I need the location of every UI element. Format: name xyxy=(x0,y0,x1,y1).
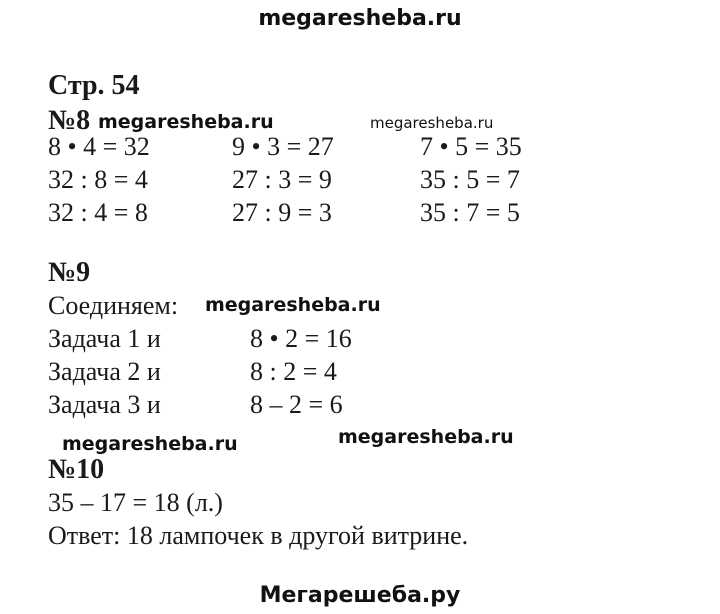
task-label: Задача 3 и xyxy=(48,390,161,419)
page-title: Стр. 54 xyxy=(48,70,140,101)
watermark: megaresheba.ru xyxy=(98,111,274,133)
watermark: megaresheba.ru xyxy=(338,426,514,448)
task-label: Задача 1 и xyxy=(48,324,161,353)
site-footer: Мегарешеба.ру xyxy=(259,583,461,608)
equation: 8 • 4 = 32 xyxy=(48,132,150,161)
watermark: megaresheba.ru xyxy=(370,114,494,132)
watermark: megaresheba.ru xyxy=(62,433,238,455)
equation: 35 : 7 = 5 xyxy=(420,198,520,227)
equation: 8 : 2 = 4 xyxy=(250,357,337,386)
equation: 7 • 5 = 35 xyxy=(420,132,522,161)
equation: 9 • 3 = 27 xyxy=(232,132,334,161)
task10-calculation: 35 – 17 = 18 (л.) xyxy=(48,488,223,517)
site-watermark-top: megaresheba.ru xyxy=(258,6,462,31)
equation: 27 : 3 = 9 xyxy=(232,165,332,194)
equation: 8 – 2 = 6 xyxy=(250,390,343,419)
equation: 35 : 5 = 7 xyxy=(420,165,520,194)
task9-intro: Соединяем: xyxy=(48,291,179,320)
watermark: megaresheba.ru xyxy=(205,294,381,316)
equation: 27 : 9 = 3 xyxy=(232,198,332,227)
equation: 32 : 8 = 4 xyxy=(48,165,148,194)
equation: 32 : 4 = 8 xyxy=(48,198,148,227)
task10-answer: Ответ: 18 лампочек в другой витрине. xyxy=(48,521,469,550)
task8-heading: №8 xyxy=(48,105,91,136)
task10-heading: №10 xyxy=(48,454,105,485)
task-label: Задача 2 и xyxy=(48,357,161,386)
task9-heading: №9 xyxy=(48,257,91,288)
equation: 8 • 2 = 16 xyxy=(250,324,352,353)
